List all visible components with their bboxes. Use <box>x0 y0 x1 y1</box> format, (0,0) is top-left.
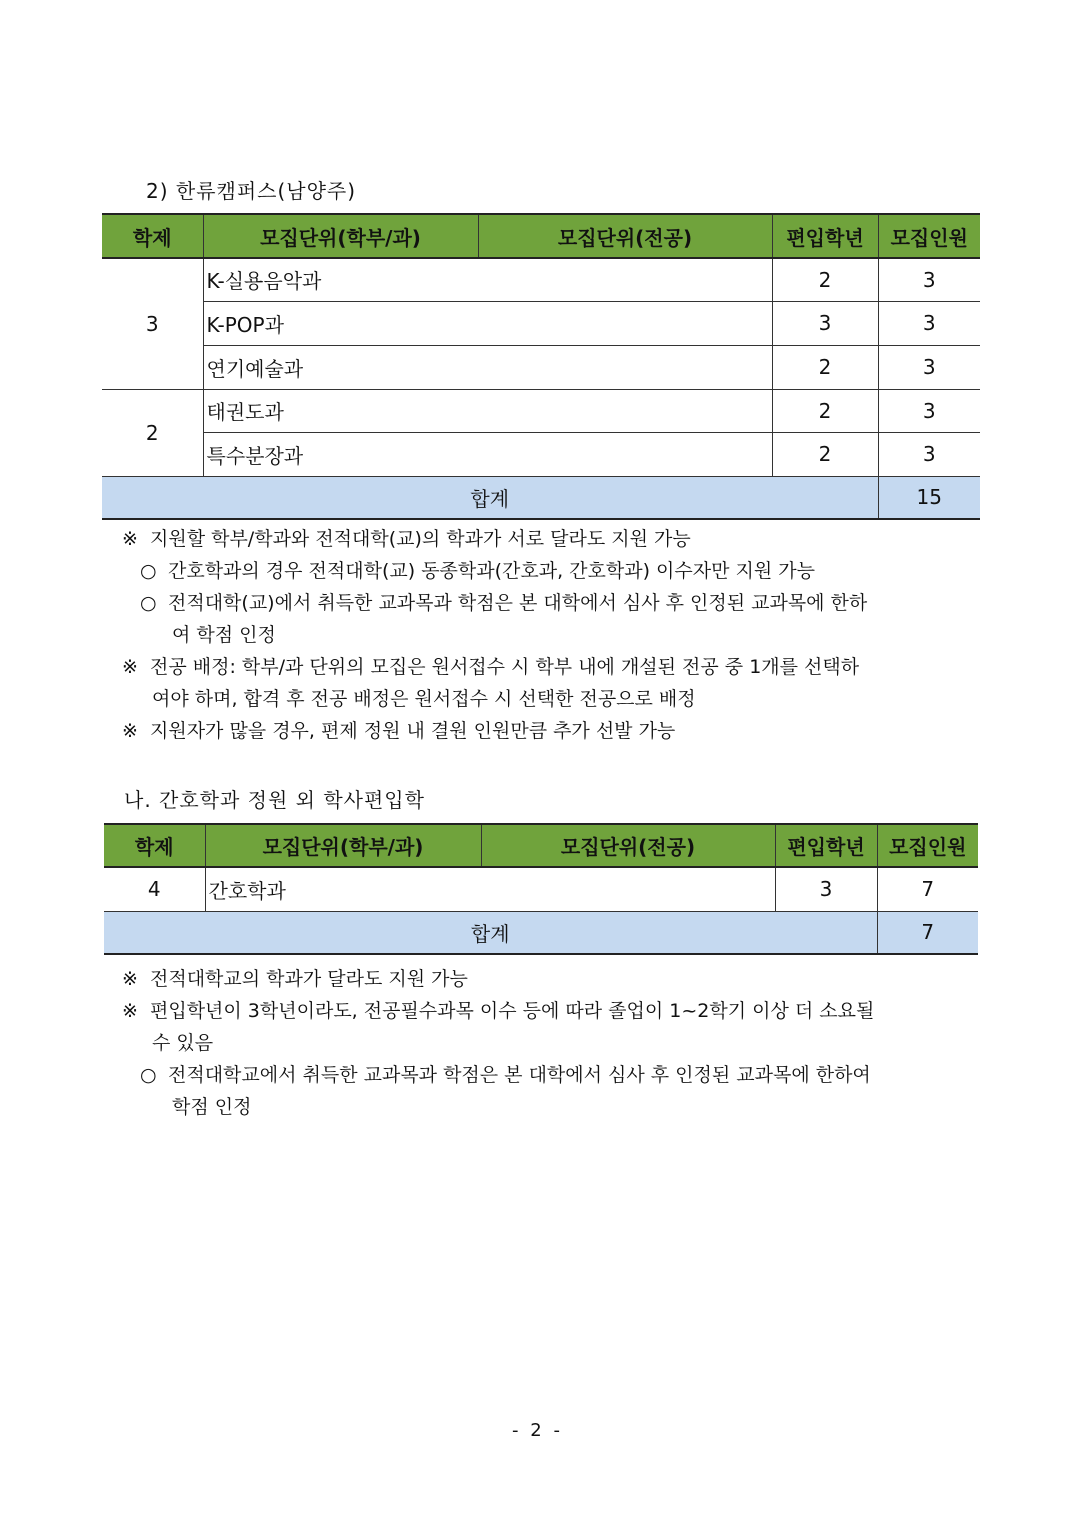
note-mark: ※ <box>122 968 138 990</box>
unit-cell: K-POP과 <box>203 301 772 345</box>
year-cell: 3 <box>775 867 877 911</box>
recruitment-table-hallyu <box>102 213 980 520</box>
note-item <box>122 715 867 747</box>
circle-bullet: ○ <box>140 1064 157 1086</box>
note-mark: ※ <box>122 656 138 678</box>
table-row <box>102 258 980 301</box>
note-text: 지원자가 많을 경우, 편제 정원 내 결원 인원만큼 추가 선발 가능 <box>150 720 676 742</box>
recruitment-table-nursing <box>104 823 978 955</box>
total-row <box>104 911 978 954</box>
year-cell: 2 <box>772 258 878 301</box>
header-unit-major: 모집단위(전공) <box>478 214 772 258</box>
header-system: 학제 <box>104 824 205 867</box>
system-cell: 3 <box>102 258 203 389</box>
section-heading-hallyu-campus: 2) 한류캠퍼스(남양주) <box>146 179 357 203</box>
count-cell: 3 <box>878 258 980 301</box>
section-heading-nursing: 나. 간호학과 정원 외 학사편입학 <box>124 788 425 812</box>
header-transfer-year: 편입학년 <box>772 214 878 258</box>
note-mark: ※ <box>122 720 138 742</box>
note-continuation: 여야 하며, 합격 후 전공 배정은 원서접수 시 선택한 전공으로 배정 <box>152 688 696 710</box>
table-row <box>102 389 980 432</box>
note-continuation: 수 있음 <box>152 1032 214 1054</box>
note-mark: ※ <box>122 528 138 550</box>
total-value: 15 <box>878 476 980 519</box>
note-text: 전적대학(교)에서 취득한 교과목과 학점은 본 대학에서 심사 후 인정된 교과목에 한하 <box>168 592 868 614</box>
header-unit-major: 모집단위(전공) <box>481 824 775 867</box>
year-cell: 3 <box>772 301 878 345</box>
count-cell: 3 <box>878 432 980 476</box>
unit-cell: 간호학과 <box>205 867 775 911</box>
note-mark: ※ <box>122 1000 138 1022</box>
total-label: 합계 <box>102 476 878 519</box>
year-cell: 2 <box>772 432 878 476</box>
table-row <box>102 301 980 345</box>
note-text: 편입학년이 3학년이라도, 전공필수과목 이수 등에 따라 졸업이 1~2학기 이상 더 소요될 <box>150 1000 875 1022</box>
note-continuation: 학점 인정 <box>172 1096 252 1118</box>
header-system: 학제 <box>102 214 203 258</box>
unit-cell: 특수분장과 <box>203 432 772 476</box>
unit-cell: 연기예술과 <box>203 345 772 389</box>
count-cell: 3 <box>878 389 980 432</box>
page-number: - 2 - <box>512 1420 563 1441</box>
total-value: 7 <box>877 911 978 954</box>
header-unit-dept: 모집단위(학부/과) <box>203 214 478 258</box>
note-text: 전적대학교에서 취득한 교과목과 학점은 본 대학에서 심사 후 인정된 교과목에 한하여 <box>168 1064 871 1086</box>
header-quota: 모집인원 <box>877 824 978 867</box>
total-label: 합계 <box>104 911 877 954</box>
notes-hallyu <box>122 523 867 747</box>
note-text: 간호학과의 경우 전적대학(교) 동종학과(간호과, 간호학과) 이수자만 지원 가능 <box>168 560 815 582</box>
header-transfer-year: 편입학년 <box>775 824 877 867</box>
note-item <box>122 555 867 587</box>
table-row <box>102 345 980 389</box>
unit-cell: 태권도과 <box>203 389 772 432</box>
notes-nursing <box>122 963 874 1123</box>
circle-bullet: ○ <box>140 560 157 582</box>
note-item <box>122 995 874 1027</box>
note-item <box>122 587 867 619</box>
note-text: 전공 배정: 학부/과 단위의 모집은 원서접수 시 학부 내에 개설된 전공 중 1개를 선택하 <box>150 656 860 678</box>
count-cell: 3 <box>878 301 980 345</box>
system-cell: 4 <box>104 867 205 911</box>
count-cell: 3 <box>878 345 980 389</box>
note-item <box>122 1059 874 1091</box>
table-row <box>104 867 978 911</box>
note-item <box>122 651 867 683</box>
total-row <box>102 476 980 519</box>
unit-cell: K-실용음악과 <box>203 258 772 301</box>
circle-bullet: ○ <box>140 592 157 614</box>
note-item <box>122 523 867 555</box>
note-continuation: 여 학점 인정 <box>172 624 276 646</box>
year-cell: 2 <box>772 345 878 389</box>
header-quota: 모집인원 <box>878 214 980 258</box>
year-cell: 2 <box>772 389 878 432</box>
note-text: 지원할 학부/학과와 전적대학(교)의 학과가 서로 달라도 지원 가능 <box>150 528 691 550</box>
note-text: 전적대학교의 학과가 달라도 지원 가능 <box>150 968 468 990</box>
header-unit-dept: 모집단위(학부/과) <box>205 824 481 867</box>
count-cell: 7 <box>877 867 978 911</box>
system-cell: 2 <box>102 389 203 476</box>
note-item <box>122 963 874 995</box>
table-row <box>102 432 980 476</box>
